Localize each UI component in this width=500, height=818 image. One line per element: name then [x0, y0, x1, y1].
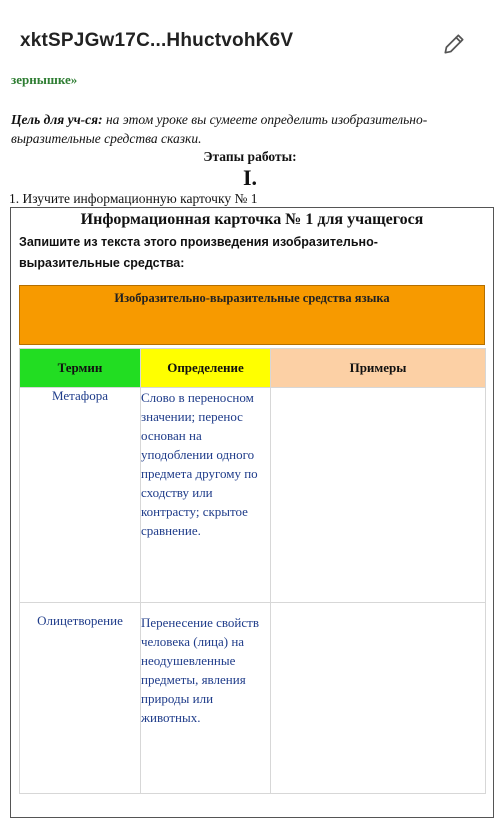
definition-cell: Слово в переносном значении; перенос основан на уподоблении одного предмета другому по сходству или контрасту; скрытое сравнение.	[141, 388, 271, 603]
green-text-fragment: зернышке»	[11, 72, 78, 87]
goal-label: Цель для уч-ся:	[11, 112, 103, 127]
examples-cell	[271, 603, 486, 794]
section-header	[19, 285, 485, 345]
lesson-goal	[11, 110, 491, 148]
term-cell: Олицетворение	[20, 603, 141, 794]
goal-text: на этом уроке вы сумеете определить изобразительно-выразительные средства сказки.	[11, 112, 428, 146]
edit-button[interactable]	[436, 26, 472, 62]
column-header-examples: Примеры	[271, 349, 486, 388]
examples-cell	[271, 388, 486, 603]
table-row	[20, 388, 486, 603]
step-instruction: 1. Изучите информационную карточку № 1	[9, 191, 258, 206]
card-instruction: Запишите из текста этого произведения изобразительно-выразительные средства:	[19, 235, 378, 270]
info-card	[10, 207, 494, 818]
terms-table	[19, 348, 486, 794]
document-page	[0, 72, 500, 818]
app-header	[0, 0, 500, 81]
section-header-label: Изобразительно-выразительные средства языка	[114, 291, 390, 305]
definition-cell: Перенесение свойств человека (лица) на неодушевленные предметы, явления природы или животных.	[141, 603, 271, 794]
table-row	[20, 603, 486, 794]
document-title: xktSPJGw17C...HhuctvohK6V	[20, 30, 294, 51]
stages-title: Этапы работы:	[203, 149, 297, 164]
table-header-row	[20, 349, 486, 388]
stage-number: I.	[242, 165, 258, 190]
pencil-icon	[441, 31, 467, 57]
column-header-definition: Определение	[141, 349, 271, 388]
card-title: Информационная карточка № 1 для учащегося	[80, 211, 424, 228]
term-cell: Метафора	[20, 388, 141, 603]
column-header-term: Термин	[20, 349, 141, 388]
